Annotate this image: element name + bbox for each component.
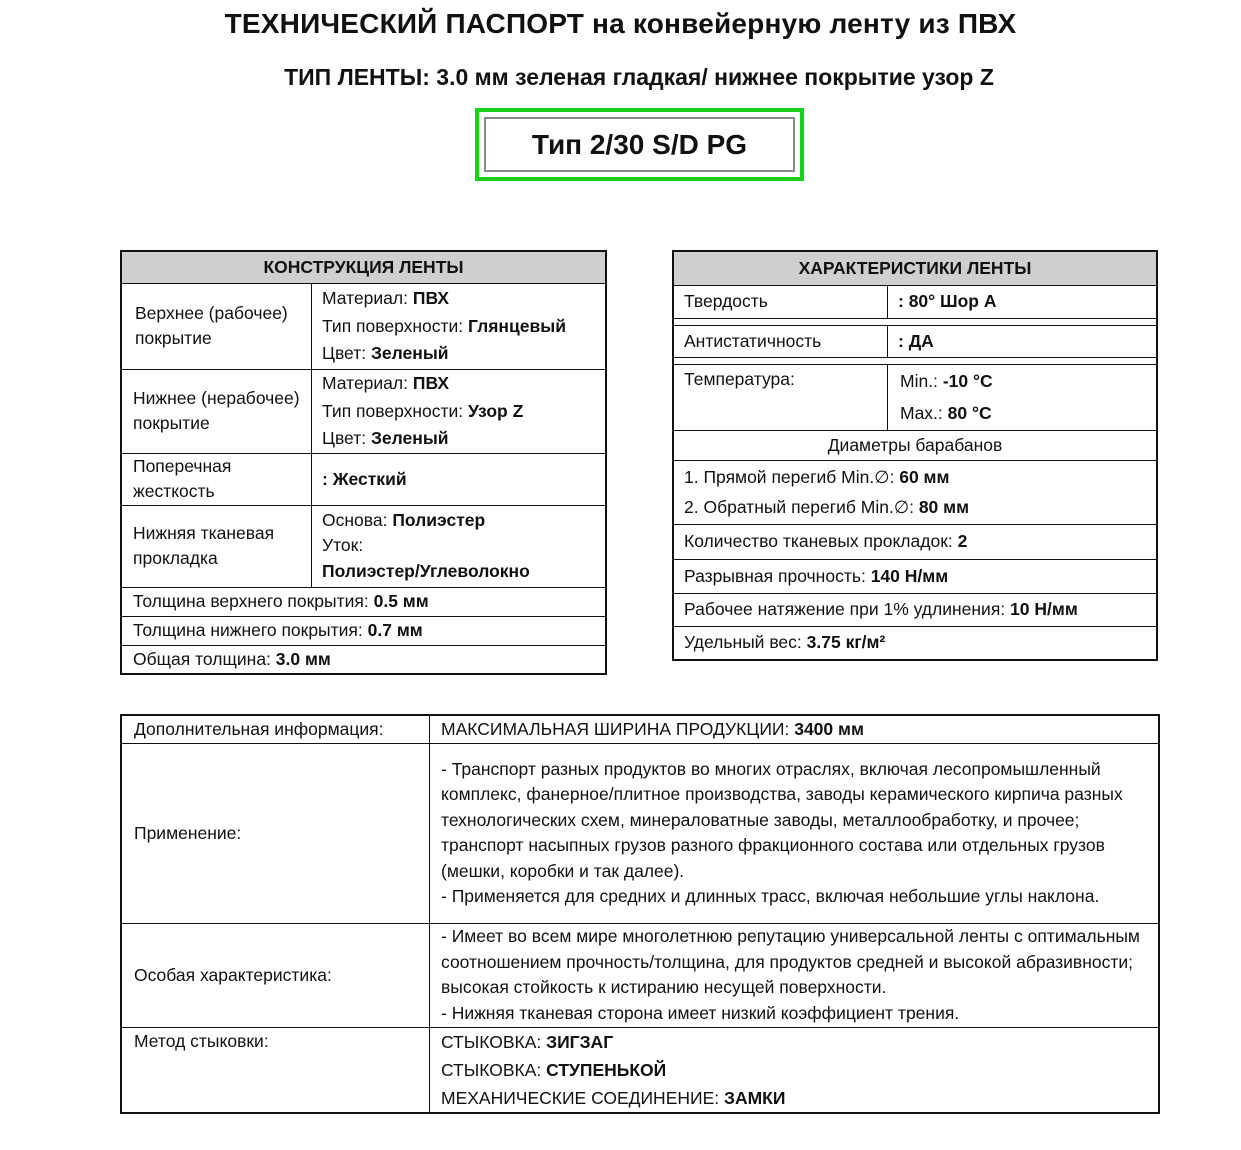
reverse-bend-label: 2. Обратный перегиб Min.∅:	[684, 497, 914, 517]
bottom-surface-label: Тип поверхности:	[322, 401, 464, 422]
drums-heading: Диаметры барабанов	[673, 430, 1157, 460]
type-code: Тип 2/30 S/D PG	[484, 117, 795, 172]
warp-label: Основа:	[322, 509, 388, 530]
bottom-material-label: Материал:	[322, 372, 408, 393]
top-material-value: ПВХ	[412, 287, 450, 308]
rigidity-value: : Жесткий	[322, 468, 407, 489]
antistatic-row	[673, 325, 1157, 357]
max-width-value: 3400 мм	[794, 718, 864, 739]
top-cover-row	[121, 283, 606, 369]
temperature-values	[888, 364, 1158, 430]
top-surface-label: Тип поверхности:	[322, 316, 464, 337]
warp-value: Полиэстер	[392, 509, 486, 530]
splice-1-value: ЗИГЗАГ	[546, 1031, 614, 1052]
splice-3-label: МЕХАНИЧЕСКИЕ СОЕДИНЕНИЕ:	[441, 1087, 720, 1108]
bottom-color-value: Зеленый	[370, 427, 449, 448]
construction-heading: КОНСТРУКЦИЯ ЛЕНТЫ	[121, 251, 606, 283]
weft-value: Полиэстер/Углеволокно	[322, 560, 530, 581]
plies-value: 2	[957, 531, 968, 551]
type-code-box	[475, 108, 804, 181]
additional-info-table	[120, 714, 1160, 1114]
splice-2-label: СТЫКОВКА:	[441, 1059, 542, 1080]
total-thickness-row	[121, 645, 606, 674]
bottom-thickness-value: 0.7 мм	[367, 620, 423, 640]
application-text-2: - Применяется для средних и длинных трасс, включая небольшие углы наклона.	[441, 886, 1100, 906]
document-title: ТЕХНИЧЕСКИЙ ПАСПОРТ на конвейерную ленту из ПВХ	[224, 8, 1017, 39]
bottom-surface-value: Узор Z	[468, 401, 524, 422]
tensile-row	[673, 559, 1157, 593]
antistatic-value: : ДА	[898, 330, 934, 351]
max-width-label: МАКСИМАЛЬНАЯ ШИРИНА ПРОДУКЦИИ:	[441, 718, 790, 739]
plies-label: Количество тканевых прокладок:	[684, 531, 953, 551]
bottom-cover-row	[121, 369, 606, 453]
top-thickness-value: 0.5 мм	[373, 591, 429, 611]
rigidity-row	[121, 453, 606, 505]
temp-max-label: Max.:	[900, 403, 943, 423]
total-thickness-label: Общая толщина:	[133, 648, 271, 669]
tensile-label: Разрывная прочность:	[684, 565, 866, 586]
application-row	[121, 743, 1159, 923]
fabric-details	[312, 505, 607, 587]
splicing-label: Метод стыковки:	[121, 1027, 430, 1113]
construction-table	[120, 250, 607, 675]
hardness-label: Твердость	[673, 285, 888, 318]
special-label: Особая характеристика:	[121, 923, 430, 1027]
weight-row	[673, 626, 1157, 660]
temp-max-value: 80 °С	[947, 403, 992, 423]
application-text-1: - Транспорт разных продуктов во многих отраслях, включая лесопромышленный комплекс, фанерное/плитное производства, заводы керамического кирпича разных технологических схем, минераловатные заводы, металлообработку, и прочее; транспорт насыпных грузов разного фракционного состава или отдельных грузов (мешки, коробки и так далее).	[441, 758, 1123, 881]
direct-bend-value: 60 мм	[899, 467, 950, 487]
top-thickness-row	[121, 587, 606, 616]
special-row	[121, 923, 1159, 1027]
temp-min-value: -10 °С	[942, 371, 993, 391]
temperature-label: Температура:	[673, 364, 888, 430]
splice-3-value: ЗАМКИ	[724, 1087, 786, 1108]
spacer-row	[673, 318, 1157, 325]
fabric-row	[121, 505, 606, 587]
special-text-2: - Нижняя тканевая сторона имеет низкий коэффициент трения.	[441, 1002, 960, 1023]
hardness-row	[673, 285, 1157, 318]
bottom-thickness-row	[121, 616, 606, 645]
temperature-row	[673, 364, 1157, 430]
additional-row	[121, 715, 1159, 743]
belt-type-subtitle: ТИП ЛЕНТЫ: 3.0 мм зеленая гладкая/ нижнее покрытие узор Z	[284, 64, 994, 90]
direct-bend-label: 1. Прямой перегиб Min.∅:	[684, 467, 895, 487]
top-surface-value: Глянцевый	[468, 316, 566, 337]
working-tension-row	[673, 593, 1157, 626]
splicing-row	[121, 1027, 1159, 1113]
top-cover-details	[312, 283, 607, 369]
application-label: Применение:	[121, 743, 430, 923]
weight-label: Удельный вес:	[684, 632, 802, 653]
top-material-label: Материал:	[322, 287, 408, 308]
top-thickness-label: Толщина верхнего покрытия:	[133, 591, 369, 611]
drums-row	[673, 460, 1157, 524]
top-cover-label: Верхнее (рабочее) покрытие	[121, 283, 312, 369]
splice-2-value: СТУПЕНЬКОЙ	[546, 1059, 667, 1080]
additional-label: Дополнительная информация:	[121, 715, 430, 743]
fabric-label: Нижняя тканевая прокладка	[121, 505, 312, 587]
spacer-row	[673, 357, 1157, 364]
drums-heading-row	[673, 430, 1157, 460]
temp-min-label: Min.:	[900, 371, 938, 391]
antistatic-label: Антистатичность	[673, 325, 888, 357]
total-thickness-value: 3.0 мм	[275, 648, 331, 669]
splice-1-label: СТЫКОВКА:	[441, 1031, 542, 1052]
bottom-cover-label: Нижнее (нерабочее) покрытие	[121, 369, 312, 453]
weft-label: Уток:	[322, 535, 364, 556]
bottom-cover-details	[312, 369, 607, 453]
tensile-value: 140 Н/мм	[870, 565, 949, 586]
rigidity-label: Поперечная жесткость	[121, 453, 312, 505]
characteristics-heading: ХАРАКТЕРИСТИКИ ЛЕНТЫ	[673, 251, 1157, 285]
hardness-value: : 80° Шор А	[898, 291, 997, 311]
special-text-1: - Имеет во всем мире многолетнюю репутацию универсальной ленты с оптимальным соотношением прочность/толщина, для продуктов средней и высокой абразивности; высокая стойкость к истиранию несущей поверхности.	[441, 926, 1140, 997]
weight-value: 3.75 кг/м²	[806, 632, 886, 653]
reverse-bend-value: 80 мм	[918, 497, 970, 517]
working-tension-label: Рабочее натяжение при 1% удлинения:	[684, 599, 1006, 619]
top-color-value: Зеленый	[370, 342, 449, 363]
characteristics-table	[672, 250, 1158, 661]
bottom-material-value: ПВХ	[412, 372, 450, 393]
bottom-thickness-label: Толщина нижнего покрытия:	[133, 620, 363, 640]
top-color-label: Цвет:	[322, 342, 367, 363]
bottom-color-label: Цвет:	[322, 427, 367, 448]
working-tension-value: 10 Н/мм	[1010, 599, 1078, 619]
plies-row	[673, 524, 1157, 559]
